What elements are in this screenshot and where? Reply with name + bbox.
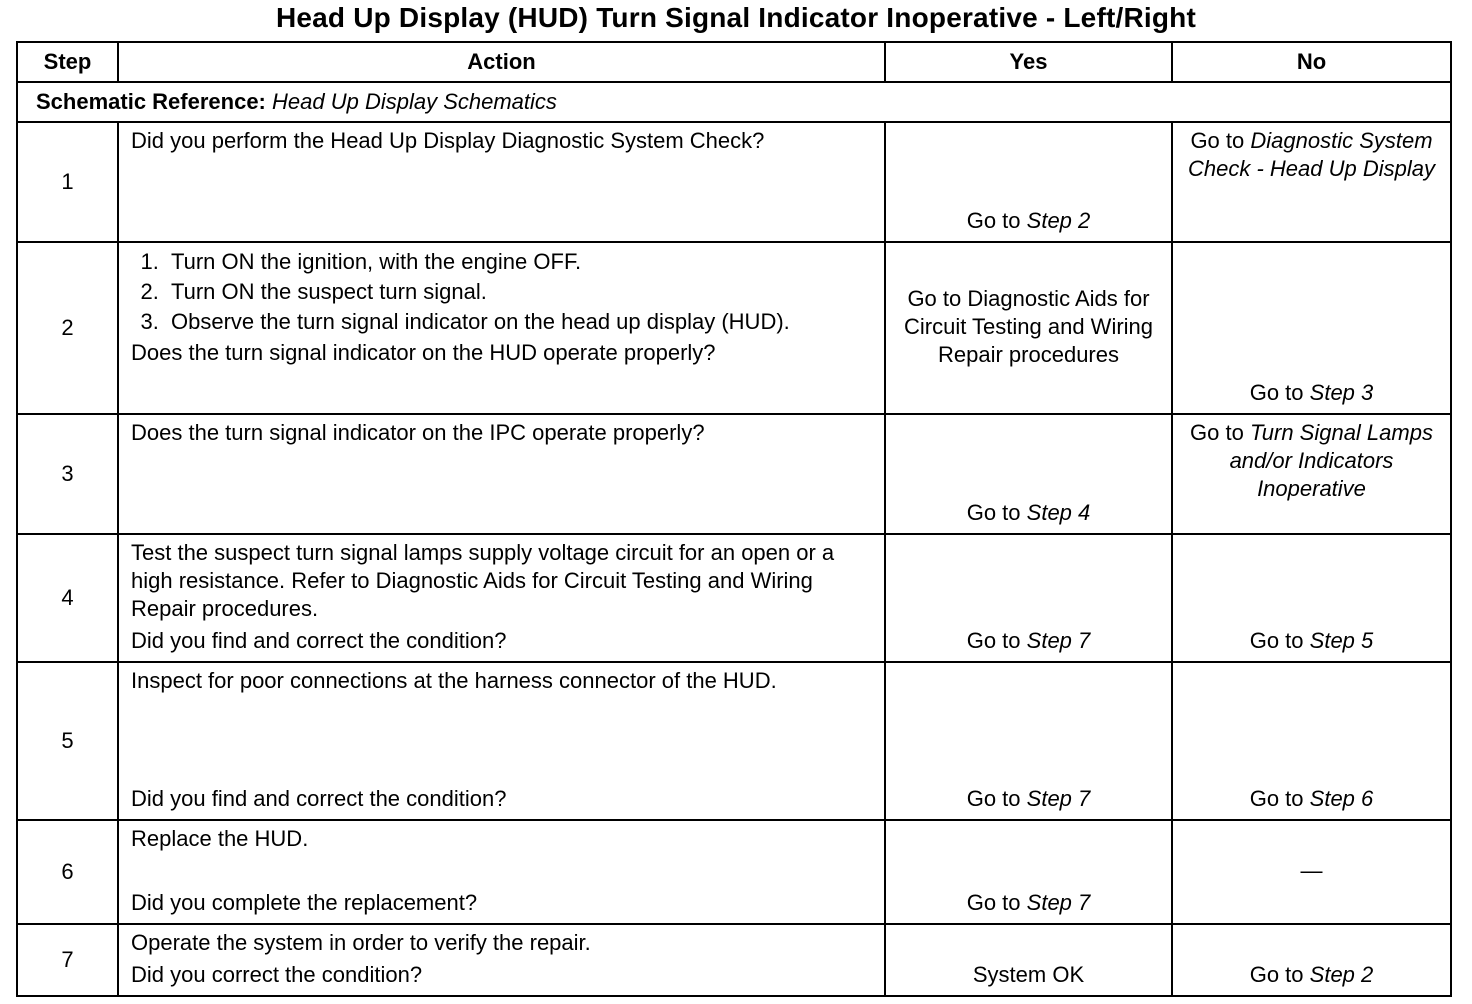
schematic-row <box>17 82 1451 122</box>
page-title: Head Up Display (HUD) Turn Signal Indicator Inoperative - Left/Right <box>275 2 1197 33</box>
table-row <box>17 662 1451 820</box>
action-cell <box>118 242 885 414</box>
yes-cell <box>885 820 1172 924</box>
action-question: Did you find and correct the condition? <box>131 628 507 653</box>
action-text: Test the suspect turn signal lamps supply voltage circuit for an open or a high resistance. Refer to Diagnostic Aids for Circuit Testing and Wiring Repair procedures. <box>131 540 835 621</box>
no-cell <box>1172 242 1451 414</box>
yes-prefix: Go to <box>966 628 1021 653</box>
table-row <box>17 534 1451 662</box>
no-cell <box>1172 924 1451 996</box>
no-prefix: Go to <box>1249 786 1304 811</box>
header-step: Step <box>17 42 118 82</box>
yes-link[interactable]: Step 2 <box>1026 208 1091 233</box>
action-cell <box>118 534 885 662</box>
no-link[interactable]: Step 3 <box>1309 380 1374 405</box>
yes-cell <box>885 122 1172 242</box>
action-cell <box>118 414 885 534</box>
yes-cell <box>885 534 1172 662</box>
action-question: Did you correct the condition? <box>131 962 423 987</box>
yes-prefix: Go to <box>966 786 1021 811</box>
yes-prefix: Go to <box>966 208 1021 233</box>
no-prefix: Go to <box>1249 380 1304 405</box>
table-row <box>17 820 1451 924</box>
action-cell <box>118 122 885 242</box>
yes-link[interactable]: Step 7 <box>1026 890 1091 915</box>
no-cell <box>1172 122 1451 242</box>
yes-cell <box>885 662 1172 820</box>
yes-cell <box>885 924 1172 996</box>
step-number: 6 <box>17 820 118 924</box>
no-dash: — <box>1300 858 1323 883</box>
header-action: Action <box>118 42 885 82</box>
header-no: No <box>1172 42 1451 82</box>
action-text: Does the turn signal indicator on the IPC operate properly? <box>131 420 705 445</box>
action-question: Does the turn signal indicator on the HUD operate properly? <box>131 340 716 365</box>
yes-text: Go to Diagnostic Aids for Circuit Testing and Wiring Repair procedures <box>903 286 1154 367</box>
action-question: Did you complete the replacement? <box>131 890 478 915</box>
schematic-label: Schematic Reference: <box>36 89 266 114</box>
action-step-item: 1. Turn ON the ignition, with the engine OFF. <box>165 247 872 277</box>
yes-cell <box>885 242 1172 414</box>
no-link[interactable]: Step 5 <box>1309 628 1374 653</box>
action-text: Did you perform the Head Up Display Diagnostic System Check? <box>131 128 765 153</box>
table-row <box>17 122 1451 242</box>
yes-link[interactable]: Step 7 <box>1026 628 1091 653</box>
step-number: 4 <box>17 534 118 662</box>
action-text: Inspect for poor connections at the harness connector of the HUD. <box>131 668 777 693</box>
no-prefix: Go to <box>1249 628 1304 653</box>
yes-prefix: Go to <box>966 500 1021 525</box>
action-cell <box>118 662 885 820</box>
no-cell <box>1172 820 1451 924</box>
no-cell <box>1172 662 1451 820</box>
step-number: 5 <box>17 662 118 820</box>
table-row <box>17 414 1451 534</box>
no-cell <box>1172 534 1451 662</box>
no-link[interactable]: Diagnostic System Check - Head Up Display <box>1188 128 1435 181</box>
step-number: 7 <box>17 924 118 996</box>
diagnostic-table <box>16 41 1452 997</box>
action-text: Replace the HUD. <box>131 826 309 851</box>
schematic-link[interactable]: Head Up Display Schematics <box>272 89 557 114</box>
no-prefix: Go to <box>1190 420 1244 445</box>
header-row <box>17 42 1451 82</box>
no-prefix: Go to <box>1190 128 1245 153</box>
no-link[interactable]: Step 2 <box>1309 962 1374 987</box>
no-link[interactable]: Step 6 <box>1309 786 1374 811</box>
yes-text: System OK <box>972 962 1085 987</box>
yes-link[interactable]: Step 4 <box>1026 500 1091 525</box>
action-step-item: 3. Observe the turn signal indicator on the head up display (HUD). <box>165 307 872 337</box>
step-number: 1 <box>17 122 118 242</box>
table-row <box>17 924 1451 996</box>
action-question: Did you find and correct the condition? <box>131 786 507 811</box>
header-yes: Yes <box>885 42 1172 82</box>
yes-cell <box>885 414 1172 534</box>
yes-prefix: Go to <box>966 890 1021 915</box>
table-row <box>17 242 1451 414</box>
action-step-item: 2. Turn ON the suspect turn signal. <box>165 277 872 307</box>
no-link[interactable]: Turn Signal Lamps and/or Indicators Inoperative <box>1229 420 1433 501</box>
no-cell <box>1172 414 1451 534</box>
step-number: 2 <box>17 242 118 414</box>
action-text: Operate the system in order to verify the repair. <box>131 930 591 955</box>
yes-link[interactable]: Step 7 <box>1026 786 1091 811</box>
action-steps-list <box>131 247 872 337</box>
action-cell <box>118 820 885 924</box>
action-cell <box>118 924 885 996</box>
no-prefix: Go to <box>1249 962 1304 987</box>
step-number: 3 <box>17 414 118 534</box>
